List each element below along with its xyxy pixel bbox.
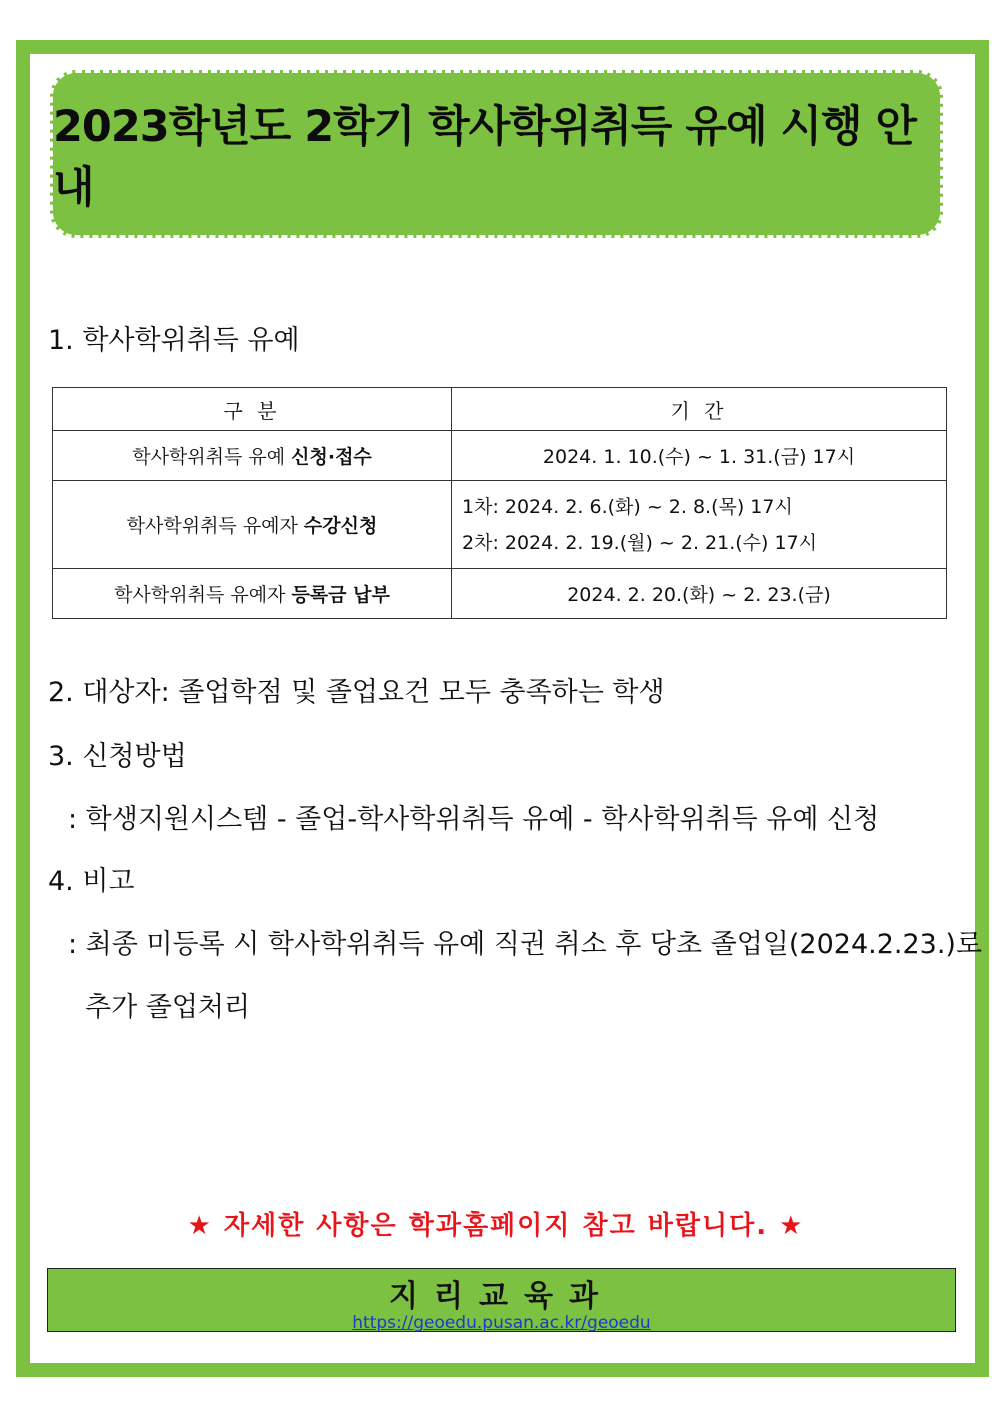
section4-heading: 4. 비고 [48, 866, 135, 897]
table-header-category: 구 분 [53, 388, 452, 431]
section2-heading: 2. 대상자: 졸업학점 및 졸업요건 모두 충족하는 학생 [48, 677, 665, 708]
page-title: 2023학년도 2학기 학사학위취득 유예 시행 안내 [53, 102, 917, 213]
department-url-link[interactable]: https://geoedu.pusan.ac.kr/geoedu [352, 1313, 651, 1333]
section4-detail-line1: : 최종 미등록 시 학사학위취득 유예 직권 취소 후 당초 졸업일(2024.2.23.)로 [68, 929, 983, 960]
row-label: 학사학위취득 유예자 등록금 납부 [53, 569, 452, 619]
section4-detail-line2: 추가 졸업처리 [85, 992, 251, 1023]
department-name: 지리교육과 [389, 1279, 614, 1314]
table-header-period: 기 간 [452, 388, 947, 431]
table-row [53, 431, 947, 481]
table-row [53, 569, 947, 619]
period-line-1: 1차: 2024. 2. 6.(화) ~ 2. 8.(목) 17시 [462, 495, 793, 518]
row-period: 2024. 2. 20.(화) ~ 2. 23.(금) [452, 569, 947, 619]
footer-box [47, 1268, 956, 1332]
table-header-row [53, 388, 947, 431]
table-row [53, 481, 947, 569]
section3-heading: 3. 신청방법 [48, 741, 187, 772]
section1-heading: 1. 학사학위취득 유예 [48, 325, 300, 356]
period-line-2: 2차: 2024. 2. 19.(월) ~ 2. 21.(수) 17시 [462, 531, 818, 554]
title-banner [50, 70, 943, 238]
row-period [452, 481, 947, 569]
row-label: 학사학위취득 유예자 수강신청 [53, 481, 452, 569]
schedule-table [52, 387, 947, 619]
row-label: 학사학위취득 유예 신청·접수 [53, 431, 452, 481]
section3-detail: : 학생지원시스템 - 졸업-학사학위취득 유예 - 학사학위취득 유예 신청 [68, 804, 880, 835]
notice-text: ★ 자세한 사항은 학과홈페이지 참고 바랍니다. ★ [187, 1211, 805, 1241]
row-period: 2024. 1. 10.(수) ~ 1. 31.(금) 17시 [452, 431, 947, 481]
